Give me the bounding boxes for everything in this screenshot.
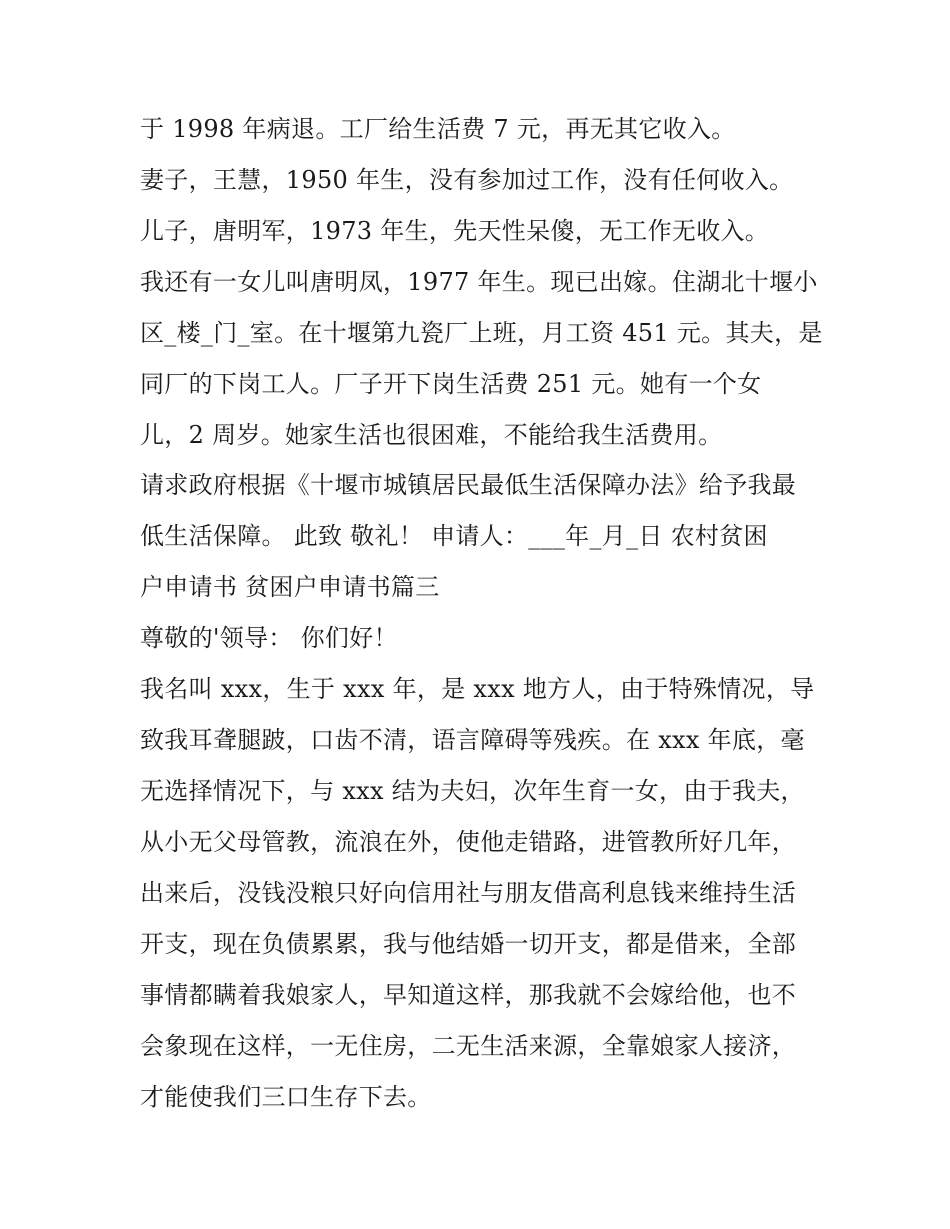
text-line: 儿，2 周岁。她家生活也很困难，不能给我生活费用。 — [140, 421, 723, 449]
text-line: 区_楼_门_室。在十堰第九瓷厂上班，月工资 451 元。其夫，是 — [140, 319, 823, 347]
text-line: 于 1998 年病退。工厂给生活费 7 元，再无其它收入。 — [140, 115, 736, 143]
text-line: 户申请书 贫困户申请书篇三 — [140, 573, 440, 601]
text-line: 低生活保障。 此致 敬礼！ 申请人：___年_月_日 农村贫困 — [140, 522, 768, 550]
text-line: 我还有一女儿叫唐明凤，1977 年生。现已出嫁。住湖北十堰小 — [140, 268, 818, 296]
text-line: 儿子，唐明军，1973 年生，先天性呆傻，无工作无收入。 — [140, 217, 770, 245]
text-line: 才能使我们三口生存下去。 — [140, 1083, 432, 1111]
text-line: 请求政府根据《十堰市城镇居民最低生活保障办法》给予我最 — [140, 471, 797, 499]
text-line: 开支，现在负债累累，我与他结婚一切开支，都是借来，全部 — [140, 930, 797, 958]
text-line: 妻子，王慧，1950 年生，没有参加过工作，没有任何收入。 — [140, 166, 794, 194]
text-line: 会象现在这样，一无住房，二无生活来源，全靠娘家人接济， — [140, 1032, 797, 1060]
text-line: 出来后，没钱没粮只好向信用社与朋友借高利息钱来维持生活 — [140, 879, 797, 907]
text-line: 尊敬的'领导： 你们好！ — [140, 624, 398, 652]
text-line: 我名叫 xxx，生于 xxx 年，是 xxx 地方人，由于特殊情况，导 — [140, 675, 815, 703]
text-line: 致我耳聋腿跛，口齿不清，语言障碍等残疾。在 xxx 年底，毫 — [140, 726, 805, 754]
text-line: 从小无父母管教，流浪在外，使他走错路，进管教所好几年， — [140, 828, 797, 856]
text-line: 无选择情况下，与 xxx 结为夫妇，次年生育一女，由于我夫， — [140, 777, 805, 805]
text-line: 同厂的下岗工人。厂子开下岗生活费 251 元。她有一个女 — [140, 370, 762, 398]
text-line: 事情都瞒着我娘家人，早知道这样，那我就不会嫁给他，也不 — [140, 981, 797, 1009]
